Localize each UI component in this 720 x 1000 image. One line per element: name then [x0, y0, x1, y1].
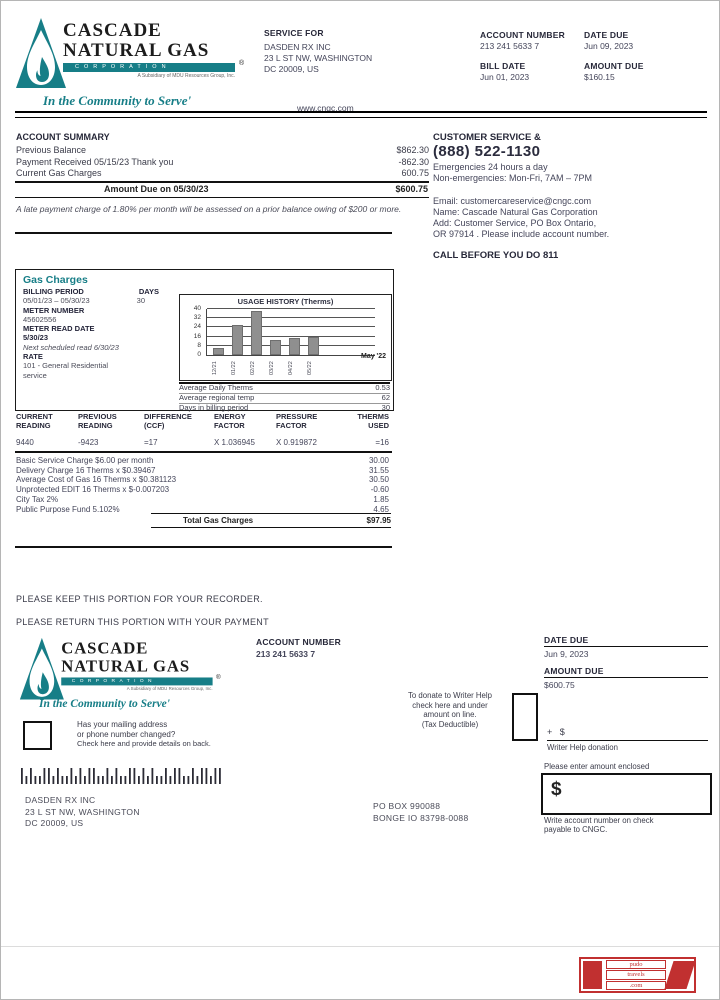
amount-due-value: $160.15: [584, 72, 615, 82]
y-tick-label: 0: [197, 351, 201, 358]
charge-label: City Tax 2%: [16, 494, 59, 504]
usage-plot: [206, 309, 375, 356]
check-note-line1: Write account number on check: [544, 816, 654, 825]
summary-rule-top: [15, 181, 429, 183]
website-link: www.cngc.com: [297, 103, 354, 113]
x-tick-label: 12/21: [212, 361, 218, 375]
account-summary-title: ACCOUNT SUMMARY: [16, 132, 110, 142]
billing-period-value: 05/01/23 – 05/30/23: [23, 296, 90, 306]
usage-bar: [308, 337, 319, 355]
service-for-name: DASDEN RX INC: [264, 42, 331, 52]
therms-used: =16: [375, 438, 389, 447]
po-box-line2: BONGE IO 83798-0088: [373, 812, 469, 823]
current-reading: 9440: [16, 438, 34, 447]
late-payment-note: A late payment charge of 1.80% per month will be assessed on a prior balance owing of $200 or more.: [16, 204, 402, 214]
logo-name-line1: CASCADE: [63, 20, 162, 41]
chart-period-label: May '22: [360, 353, 386, 360]
call-811-line: CALL BEFORE YOU DO 811: [433, 250, 559, 261]
donation-caption: Writer Help donation: [547, 743, 618, 752]
billing-period-values: [23, 296, 173, 305]
cs-email: Email: customercareservice@cngc.com: [433, 196, 592, 206]
billing-period-labels: [23, 287, 173, 296]
gridline: [207, 317, 375, 318]
y-tick-label: 16: [193, 332, 201, 340]
customer-service-phone: (888) 522-1130: [433, 143, 541, 160]
return-portion-line: PLEASE RETURN THIS PORTION WITH YOUR PAYMENT: [16, 617, 269, 627]
col-header: DIFFERENCE (CCF): [144, 412, 192, 430]
bill-date-label: BILL DATE: [480, 61, 526, 71]
previous-reading: -9423: [78, 438, 99, 447]
logo-text: [63, 20, 244, 79]
registered-mark: ®: [238, 60, 244, 67]
summary-row-value: -862.30: [398, 156, 429, 167]
meter-number-label: METER NUMBER: [23, 305, 85, 315]
charge-row: [16, 475, 389, 485]
address-change-line: or phone number changed?: [77, 729, 176, 739]
rate-value-line1: 101 - General Residential: [23, 361, 109, 371]
summary-row-value: 600.75: [401, 168, 429, 178]
mail-addr1: 23 L ST NW, WASHINGTON: [25, 806, 140, 817]
service-for-label: SERVICE FOR: [264, 28, 324, 38]
donate-line: amount on line.: [423, 710, 477, 719]
summary-row-label: Previous Balance: [16, 145, 87, 155]
mailing-address: [25, 795, 140, 830]
registered-mark: ®: [215, 674, 221, 681]
col-header: PREVIOUS READING: [78, 412, 117, 430]
service-for-addr1: 23 L ST NW, WASHINGTON: [264, 53, 373, 63]
x-tick-label: 05/22: [307, 361, 313, 375]
logo-name-line1: CASCADE: [61, 639, 149, 659]
usage-stats: [179, 382, 390, 412]
summary-row-value: $862.30: [396, 145, 429, 155]
charge-row: [16, 495, 389, 505]
donation-instructions: [394, 691, 506, 729]
logo-corporation-bar: [63, 60, 244, 72]
service-for-addr2: DC 20009, US: [264, 64, 319, 74]
po-box-line1: PO BOX 990088: [373, 801, 441, 811]
usage-bar: [289, 338, 300, 355]
total-value: $97.95: [366, 516, 391, 525]
plus-dollar-label: + $: [547, 727, 565, 737]
address-change-line: Check here and provide details on back.: [77, 739, 211, 748]
charge-value: 31.55: [368, 465, 389, 475]
total-label: Total Gas Charges: [183, 516, 254, 525]
gas-charges-title: Gas Charges: [23, 274, 88, 286]
watermark-right-block: [664, 961, 695, 989]
charge-value: -0.60: [370, 485, 389, 495]
date-due-underline: [544, 646, 708, 647]
charge-label: Delivery Charge 16 Therms x $0.39467: [16, 465, 156, 475]
emergencies-line: Emergencies 24 hours a day: [433, 162, 548, 172]
summary-row: [16, 145, 429, 157]
bottom-section-divider: [15, 546, 392, 548]
billing-period-label: BILLING PERIOD: [23, 287, 84, 296]
cascade-triangle-flame-icon: [19, 637, 65, 700]
rate-value-line2: service: [23, 370, 47, 380]
logo-corporation: CORPORATION: [75, 64, 171, 70]
cascade-triangle-flame-icon: [15, 17, 67, 89]
charge-label: Unprotected EDIT 16 Therms x $-0.007203: [16, 485, 170, 495]
dollar-sign: $: [551, 779, 562, 800]
stat-label: Average regional temp: [179, 392, 255, 402]
cs-addr2: OR 97914 . Please include account number.: [433, 229, 610, 239]
charge-value: 4.65: [373, 504, 389, 514]
difference-ccf: =17: [144, 438, 158, 447]
summary-row: [16, 157, 429, 169]
meter-read-date-label: METER READ DATE: [23, 324, 95, 334]
col-header: CURRENT READING: [16, 412, 53, 430]
header-divider: [15, 111, 707, 118]
stat-value: 0.53: [375, 383, 390, 392]
watermark-line: pudo: [606, 960, 666, 970]
stub-date-due-value: Jun 9, 2023: [544, 649, 589, 659]
address-change-checkbox[interactable]: [23, 721, 52, 750]
charge-lines: [16, 456, 389, 514]
account-number-label: ACCOUNT NUMBER: [480, 30, 565, 40]
x-tick-label: 01/22: [231, 361, 237, 375]
mail-addr2: DC 20009, US: [25, 818, 84, 828]
summary-amount-due-row: [16, 184, 428, 194]
total-gas-charges-row: [151, 513, 391, 528]
charge-row: [16, 485, 389, 495]
stub-amount-due-value: $600.75: [544, 680, 575, 690]
cs-name: Name: Cascade Natural Gas Corporation: [433, 207, 598, 217]
stat-value: 62: [381, 392, 390, 402]
charge-value: 30.00: [368, 456, 389, 465]
usage-bar: [251, 311, 262, 355]
pressure-factor: X 0.919872: [276, 438, 317, 447]
col-header: THERMS USED: [357, 412, 389, 430]
days-label: DAYS: [138, 287, 159, 296]
reading-table-header: [16, 413, 389, 431]
mail-name: DASDEN RX INC: [25, 795, 96, 805]
y-tick-label: 32: [193, 314, 201, 322]
date-due-value: Jun 09, 2023: [584, 41, 634, 51]
remit-address: [373, 801, 468, 824]
meter-number-value: 45602556: [23, 314, 57, 324]
stub-amount-due-label: AMOUNT DUE: [544, 666, 604, 676]
non-emergencies-line: Non-emergencies: Mon-Fri, 7AM – 7PM: [433, 173, 593, 183]
account-number-value: 213 241 5633 7: [480, 41, 540, 51]
stub-date-due-label: DATE DUE: [544, 635, 589, 645]
energy-factor: X 1.036945: [214, 438, 255, 447]
charge-value: 1.85: [373, 494, 389, 504]
donation-amount-line[interactable]: [547, 740, 708, 741]
date-due-label: DATE DUE: [584, 30, 629, 40]
address-change-line: Has your mailing address: [77, 720, 168, 729]
logo-text: [61, 639, 221, 692]
table-rule: [15, 451, 392, 453]
section-divider: [15, 232, 392, 234]
usage-bar: [213, 348, 224, 355]
donation-checkbox[interactable]: [512, 693, 538, 741]
meter-read-date-value: 5/30/23: [23, 333, 49, 343]
gridline: [207, 308, 375, 309]
logo-subsidiary: A Subsidiary of MDU Resources Group, Inc.: [126, 686, 213, 692]
x-tick-label: 02/22: [250, 361, 256, 375]
watermark-text: [604, 959, 668, 991]
y-tick-label: 40: [193, 305, 201, 312]
footer-hairline: [1, 946, 720, 947]
donate-line: check here and under: [412, 700, 488, 710]
amount-due-underline: [544, 677, 708, 678]
stub-account-number-value: 213 241 5633 7: [256, 649, 316, 659]
x-tick-label: 03/22: [269, 361, 275, 375]
gas-charges-info: [23, 274, 173, 380]
reading-table-values: [16, 438, 389, 447]
check-note-line2: payable to CNGC.: [544, 825, 608, 834]
usage-y-axis: [186, 305, 204, 358]
bill-date-value: Jun 01, 2023: [480, 72, 530, 82]
logo-name-line2: NATURAL GAS: [61, 657, 190, 676]
summary-row-label: Payment Received 05/15/23 Thank you: [16, 156, 174, 167]
watermark-left-block: [583, 961, 602, 989]
charge-label: Basic Service Charge $6.00 per month: [16, 456, 154, 465]
charge-value: 30.50: [368, 475, 389, 485]
logo-subsidiary: A Subsidiary of MDU Resources Group, Inc.: [137, 73, 235, 79]
amount-due-label: AMOUNT DUE: [584, 61, 644, 71]
usage-bar: [232, 325, 243, 355]
cs-addr1: Add: Customer Service, PO Box Ontario,: [433, 218, 597, 228]
summary-amount-due-value: $600.75: [395, 184, 428, 194]
donate-line: To donate to Writer Help: [408, 691, 492, 700]
stub-account-number-label: ACCOUNT NUMBER: [256, 637, 341, 647]
rate-label: RATE: [23, 352, 43, 362]
watermark-line: .com: [606, 981, 666, 991]
stat-value: 30: [381, 402, 390, 412]
charge-row: [16, 456, 389, 466]
donate-line: (Tax Deductible): [421, 719, 479, 729]
col-header: PRESSURE FACTOR: [276, 412, 318, 430]
summary-amount-due-label: Amount Due on 05/30/23: [104, 184, 209, 194]
logo-corporation: CORPORATION: [71, 678, 156, 684]
charge-label: Average Cost of Gas 16 Therms x $0.381123: [16, 475, 177, 485]
charge-label: Public Purpose Fund 5.102%: [16, 504, 120, 514]
tagline: In the Community to Serve': [43, 93, 192, 108]
summary-row: [16, 168, 429, 180]
tagline-stub: In the Community to Serve': [39, 698, 170, 710]
account-summary-rows: [16, 145, 429, 180]
x-tick-label: 04/22: [288, 361, 294, 375]
stat-label: Average Daily Therms: [179, 383, 253, 392]
next-read-note: Next scheduled read 6/30/23: [23, 342, 119, 352]
customer-service-title: CUSTOMER SERVICE &: [433, 132, 541, 143]
summary-rule-bottom: [15, 197, 429, 198]
usage-x-labels: [206, 356, 374, 376]
stat-label: Days in billing period: [179, 402, 249, 412]
y-tick-label: 8: [197, 341, 201, 349]
y-tick-label: 24: [193, 323, 201, 331]
usage-bar: [270, 340, 281, 355]
logo-corporation-bar: [61, 674, 221, 685]
keep-portion-line: PLEASE KEEP THIS PORTION FOR YOUR RECORDER.: [16, 594, 263, 604]
col-header: ENERGY FACTOR: [214, 412, 246, 430]
days-value: 30: [136, 296, 145, 306]
summary-row-label: Current Gas Charges: [16, 168, 102, 178]
watermark-stamp: [579, 957, 696, 993]
postal-barcode: [21, 767, 227, 785]
logo-name-line2: NATURAL GAS: [63, 40, 210, 61]
enter-amount-label: Please enter amount enclosed: [544, 762, 650, 771]
usage-history-chart: [179, 294, 392, 381]
chart-title: USAGE HISTORY (Therms): [237, 297, 334, 306]
charge-row: [16, 466, 389, 476]
watermark-line: travels: [606, 970, 666, 980]
address-change-text: [77, 720, 211, 749]
amount-enclosed-box[interactable]: [541, 773, 712, 815]
